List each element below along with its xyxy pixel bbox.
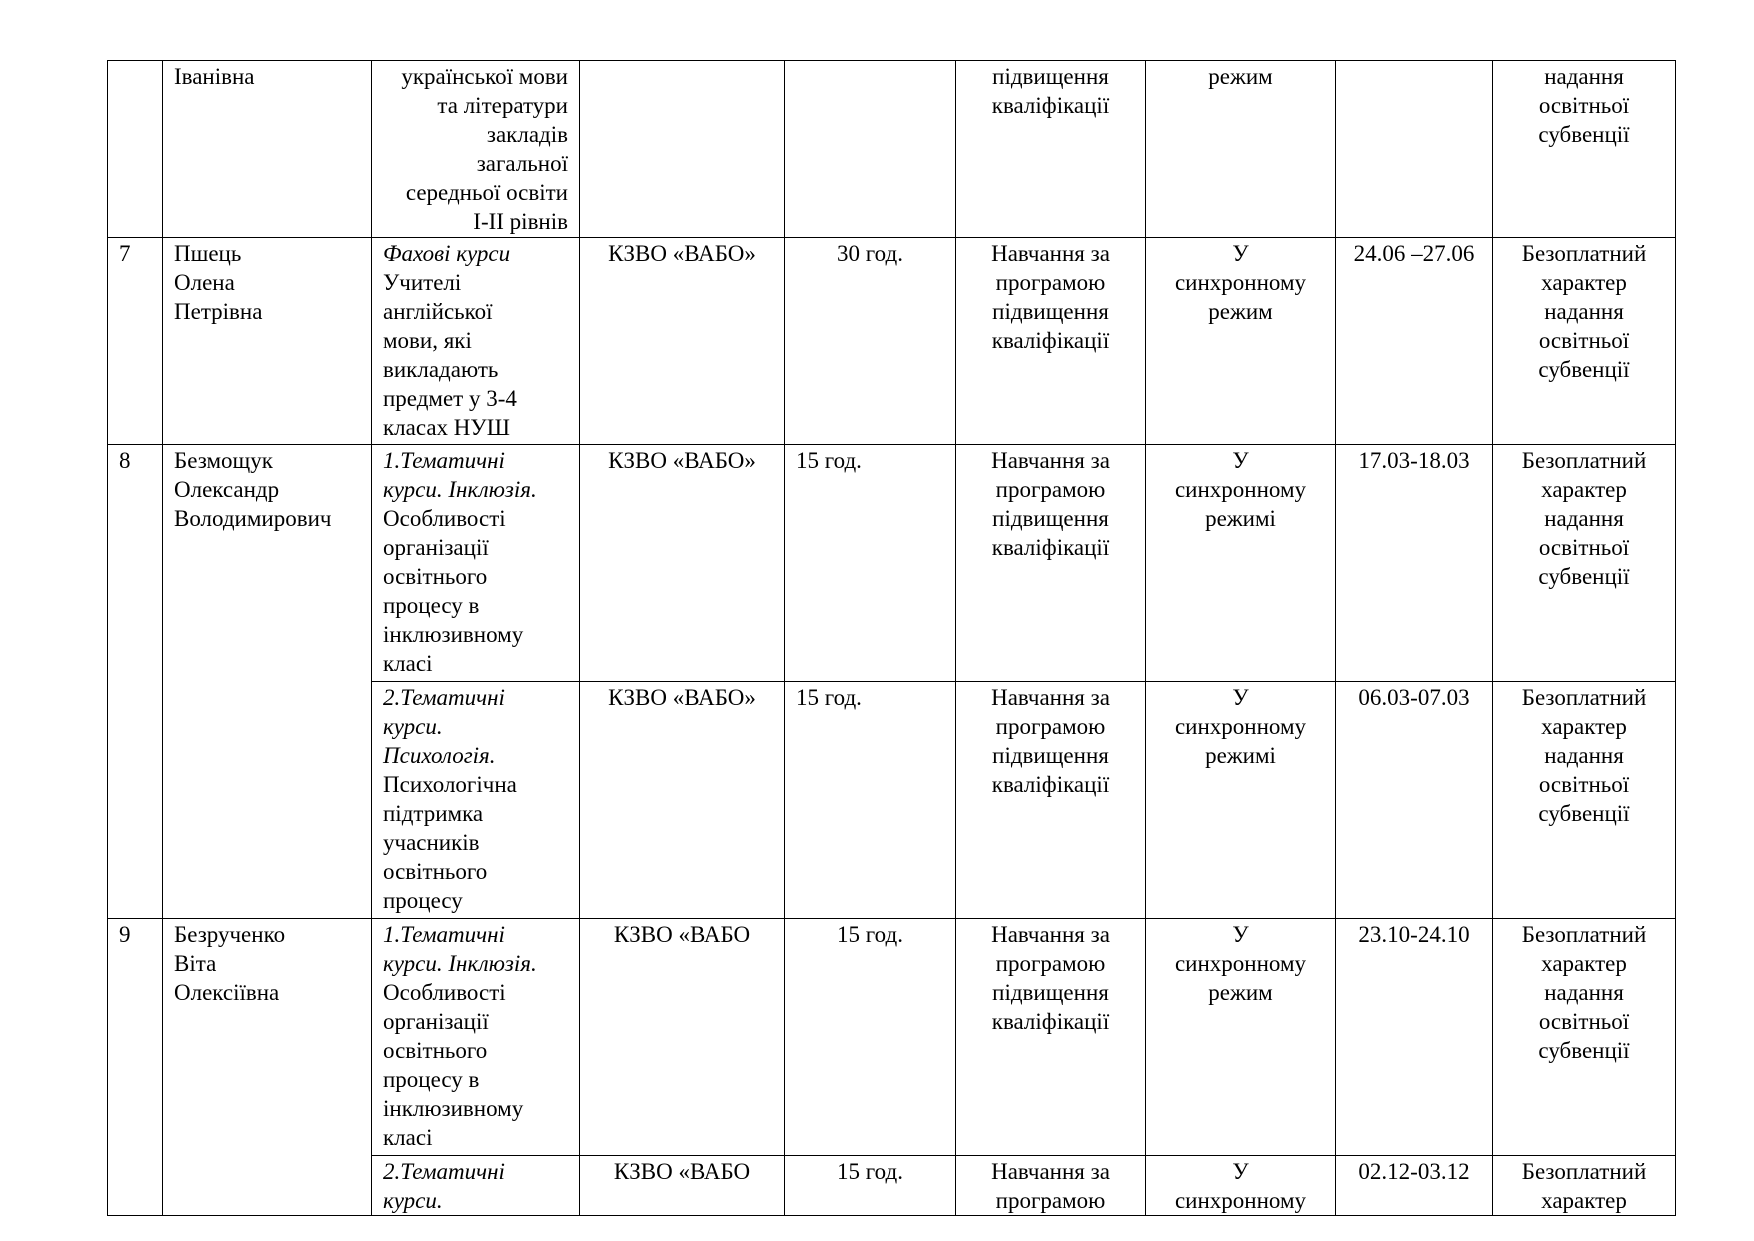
funding-line: надання	[1544, 980, 1624, 1005]
format-line: програмою	[995, 714, 1106, 739]
mode-line: У	[1232, 1159, 1249, 1184]
course-text-line: української мови	[401, 64, 568, 89]
format-line: кваліфікації	[991, 1009, 1110, 1034]
table-row	[108, 445, 1676, 682]
course-cell	[372, 919, 580, 1156]
mode-cell	[1146, 682, 1336, 919]
format-line: підвищення	[992, 299, 1109, 324]
course-text-line: організації	[383, 1009, 489, 1034]
funding-line: освітньої	[1538, 772, 1630, 797]
provider-cell	[580, 919, 785, 1156]
course-text-line: інклюзивному	[383, 622, 524, 647]
funding-line: субвенції	[1538, 564, 1630, 589]
format-line: кваліфікації	[991, 535, 1110, 560]
funding-line: освітньої	[1538, 328, 1630, 353]
format-line: Навчання за	[991, 922, 1110, 947]
provider: КЗВО «ВАБО	[613, 1159, 751, 1184]
mode-line: синхронному	[1174, 714, 1307, 739]
teacher-name-cell	[163, 61, 372, 238]
course-title-line: Психологія.	[383, 743, 496, 768]
course-text-line: класах НУШ	[383, 415, 510, 440]
format-line: Навчання за	[991, 448, 1110, 473]
course-text-line: класі	[383, 1125, 433, 1150]
funding-line: Безоплатний	[1521, 448, 1647, 473]
mode-line: У	[1232, 448, 1249, 473]
funding-line: надання	[1544, 299, 1624, 324]
dates-cell	[1336, 445, 1493, 682]
funding-line: характер	[1541, 951, 1627, 976]
format-line: кваліфікації	[991, 328, 1110, 353]
table-row	[108, 919, 1676, 1156]
course-text-line: англійської	[383, 299, 493, 324]
course-text-line: закладів	[486, 122, 568, 147]
teacher-name-line: Володимирович	[174, 506, 332, 531]
hours-cell	[785, 919, 956, 1156]
teacher-name-cell	[163, 445, 372, 919]
hours-cell	[785, 61, 956, 238]
teacher-name-cell	[163, 238, 372, 445]
format-line: програмою	[995, 951, 1106, 976]
hours-cell	[785, 682, 956, 919]
mode-line: синхронному	[1174, 270, 1307, 295]
course-text-line: Особливості	[383, 980, 506, 1005]
row-number-cell	[108, 919, 163, 1216]
format-line: Навчання за	[991, 685, 1110, 710]
mode-line: синхронному	[1174, 477, 1307, 502]
dates: 02.12-03.12	[1358, 1159, 1470, 1184]
mode-cell	[1146, 1156, 1336, 1216]
course-text-line: та літератури	[437, 93, 568, 118]
course-text-line: предмет у 3-4	[383, 386, 517, 411]
funding-line: освітньої	[1538, 93, 1630, 118]
hours: 15 год.	[796, 448, 862, 473]
funding-cell	[1493, 61, 1676, 238]
format-line: програмою	[995, 270, 1106, 295]
mode-line: режим	[1208, 299, 1273, 324]
dates: 23.10-24.10	[1358, 922, 1470, 947]
row-number-cell	[108, 238, 163, 445]
teacher-name-line: Віта	[174, 951, 217, 976]
provider-cell	[580, 1156, 785, 1216]
hours-cell	[785, 445, 956, 682]
funding-cell	[1493, 445, 1676, 682]
funding-line: субвенції	[1538, 801, 1630, 826]
course-text-line: організації	[383, 535, 489, 560]
teacher-name-line: Безмощук	[174, 448, 273, 473]
course-title-line: курси.	[383, 714, 443, 739]
course-text: мови, які	[383, 328, 472, 353]
provider: КЗВО «ВАБО»	[608, 448, 756, 473]
course-text-line: Особливості	[383, 506, 506, 531]
mode-line: режим	[1208, 64, 1273, 89]
mode-line: У	[1232, 685, 1249, 710]
provider-cell	[580, 682, 785, 919]
funding-line: надання	[1544, 64, 1624, 89]
mode-line: У	[1232, 241, 1249, 266]
mode-line: синхронному	[1174, 1188, 1307, 1213]
course-text-line: процесу в	[383, 593, 480, 618]
funding-cell	[1493, 1156, 1676, 1216]
dates-cell	[1336, 919, 1493, 1156]
course-title-line: курси. Інклюзія.	[383, 477, 537, 502]
format-line: програмою	[995, 477, 1106, 502]
provider-cell	[580, 61, 785, 238]
course-text-line: освітнього	[383, 1038, 488, 1063]
course-cell	[372, 61, 580, 238]
course-text-line: загальної	[476, 151, 568, 176]
funding-line: Безоплатний	[1521, 922, 1647, 947]
courses-table	[107, 60, 1676, 1216]
row-number-cell	[108, 445, 163, 919]
course-text-line: викладають	[383, 357, 499, 382]
teacher-name-line: Безрученко	[174, 922, 286, 947]
dates-cell	[1336, 682, 1493, 919]
format-line: програмою	[995, 1188, 1106, 1213]
mode-line: синхронному	[1174, 951, 1307, 976]
format-line: підвищення	[992, 506, 1109, 531]
dates: 24.06 –27.06	[1353, 241, 1475, 266]
hours: 15 год.	[796, 685, 862, 710]
format-line: підвищення	[992, 743, 1109, 768]
dates-cell	[1336, 1156, 1493, 1216]
funding-line: субвенції	[1538, 122, 1630, 147]
funding-line: Безоплатний	[1521, 685, 1647, 710]
course-cell	[372, 682, 580, 919]
course-title-line: 2.Тематичні	[383, 685, 505, 710]
funding-line: Безоплатний	[1521, 1159, 1647, 1184]
course-text-line: учасників	[383, 830, 480, 855]
course-text-line: Психологічна	[383, 772, 517, 797]
format-line: підвищення	[992, 980, 1109, 1005]
funding-line: характер	[1541, 270, 1627, 295]
format-cell	[956, 445, 1146, 682]
format-cell	[956, 1156, 1146, 1216]
format-cell	[956, 238, 1146, 445]
teacher-name-cell	[163, 919, 372, 1216]
course-text-line: освітнього	[383, 564, 488, 589]
course-cell	[372, 1156, 580, 1216]
course-cell	[372, 445, 580, 682]
mode-cell	[1146, 445, 1336, 682]
format-line: кваліфікації	[991, 93, 1110, 118]
teacher-name-line: Олена	[174, 270, 235, 295]
funding-line: субвенції	[1538, 357, 1630, 382]
mode-line: У	[1232, 922, 1249, 947]
teacher-name-line: Олександр	[174, 477, 280, 502]
course-title: Фахові курси	[383, 241, 511, 266]
funding-line: освітньої	[1538, 1009, 1630, 1034]
row-number: 9	[119, 922, 131, 947]
funding-line: характер	[1541, 714, 1627, 739]
provider: КЗВО «ВАБО»	[608, 241, 756, 266]
course-text-line: I-II рівнів	[473, 209, 568, 234]
course-title-line: 1.Тематичні	[383, 922, 505, 947]
row-number: 7	[119, 241, 131, 266]
provider: КЗВО «ВАБО»	[608, 685, 756, 710]
course-text-line: класі	[383, 651, 433, 676]
course-text-line: Учителі	[383, 270, 462, 295]
format-line: Навчання за	[991, 1159, 1110, 1184]
format-line: Навчання за	[991, 241, 1110, 266]
mode-cell	[1146, 61, 1336, 238]
table-row	[108, 61, 1676, 238]
course-title-line: 2.Тематичні	[383, 1159, 505, 1184]
teacher-name: Іванівна	[174, 64, 255, 89]
mode-cell	[1146, 238, 1336, 445]
funding-cell	[1493, 238, 1676, 445]
dates: 06.03-07.03	[1358, 685, 1470, 710]
format-cell	[956, 682, 1146, 919]
row-number-cell	[108, 61, 163, 238]
funding-line: надання	[1544, 506, 1624, 531]
mode-line: режим	[1208, 980, 1273, 1005]
funding-line: субвенції	[1538, 1038, 1630, 1063]
hours: 15 год.	[837, 1159, 903, 1184]
course-text-line: підтримка	[383, 801, 484, 826]
course-text-line: інклюзивному	[383, 1096, 524, 1121]
row-number: 8	[119, 448, 131, 473]
course-text-line: процесу	[383, 888, 463, 913]
provider-cell	[580, 238, 785, 445]
teacher-name-line: Олексіївна	[174, 980, 280, 1005]
teacher-name-line: Петрівна	[174, 299, 263, 324]
course-title-line: курси.	[383, 1188, 443, 1213]
funding-line: характер	[1541, 1188, 1627, 1213]
course-cell	[372, 238, 580, 445]
course-text-line: процесу в	[383, 1067, 480, 1092]
mode-line: режимі	[1205, 743, 1276, 768]
hours-cell	[785, 1156, 956, 1216]
provider-cell	[580, 445, 785, 682]
funding-line: Безоплатний	[1521, 241, 1647, 266]
course-title-line: курси. Інклюзія.	[383, 951, 537, 976]
format-line: кваліфікації	[991, 772, 1110, 797]
mode-cell	[1146, 919, 1336, 1156]
hours: 30 год.	[837, 241, 903, 266]
table-row	[108, 238, 1676, 445]
format-cell	[956, 61, 1146, 238]
funding-line: характер	[1541, 477, 1627, 502]
funding-line: надання	[1544, 743, 1624, 768]
format-cell	[956, 919, 1146, 1156]
dates-cell	[1336, 61, 1493, 238]
teacher-name-line: Пшець	[174, 241, 242, 266]
format-line: підвищення	[992, 64, 1109, 89]
funding-line: освітньої	[1538, 535, 1630, 560]
course-text-line	[383, 326, 568, 355]
course-text-line: освітнього	[383, 859, 488, 884]
funding-cell	[1493, 919, 1676, 1156]
provider: КЗВО «ВАБО	[613, 922, 751, 947]
mode-line: режимі	[1205, 506, 1276, 531]
dates-cell	[1336, 238, 1493, 445]
course-title-line: 1.Тематичні	[383, 448, 505, 473]
dates: 17.03-18.03	[1358, 448, 1470, 473]
funding-cell	[1493, 682, 1676, 919]
course-text-line: середньої освіти	[405, 180, 568, 205]
hours-cell	[785, 238, 956, 445]
hours: 15 год.	[837, 922, 903, 947]
